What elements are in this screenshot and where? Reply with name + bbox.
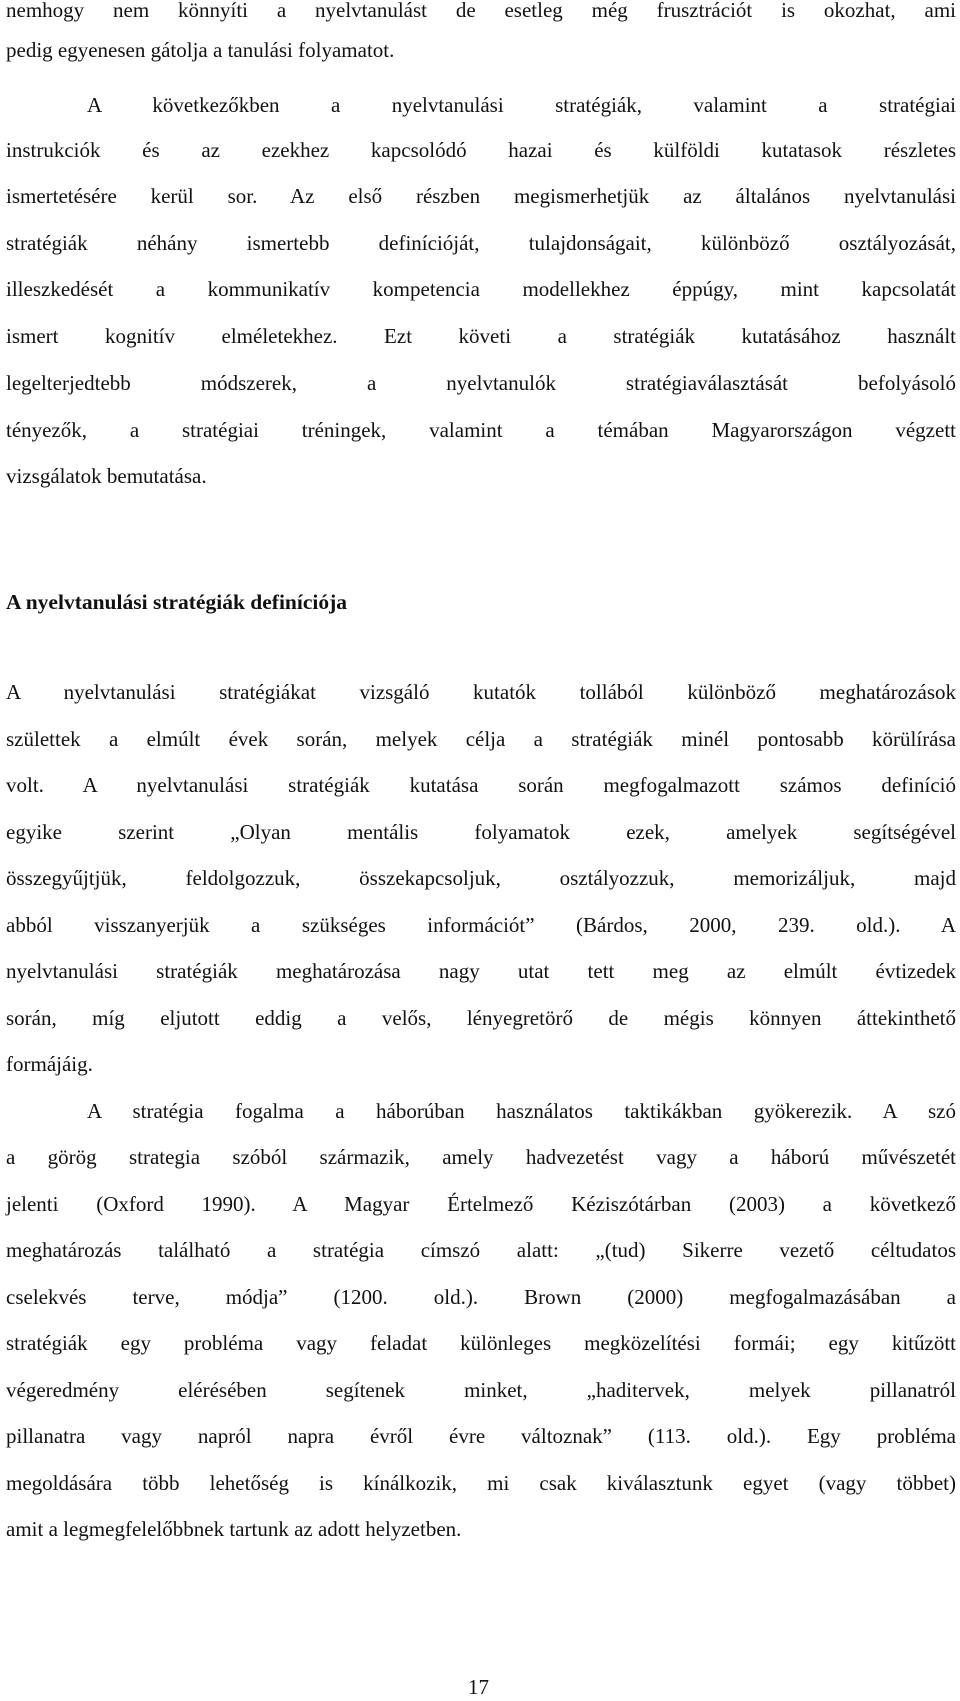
text-line: megoldására több lehetőség is kínálkozik, mi csak kiválasztunk egyet (vagy többet): [6, 1471, 956, 1495]
text-line: A stratégia fogalma a háborúban használatos taktikákban gyökerezik. A szó: [87, 1099, 956, 1123]
text-line: végeredmény elérésében segítenek minket, „haditervek, melyek pillanatról: [6, 1378, 956, 1402]
text-line: amit a legmegfelelőbbnek tartunk az adott helyzetben.: [6, 1517, 462, 1541]
text-line: formájáig.: [6, 1052, 93, 1076]
text-line: legelterjedtebb módszerek, a nyelvtanulók stratégiaválasztását befolyásoló: [6, 371, 956, 395]
text-line: születtek a elmúlt évek során, melyek célja a stratégiák minél pontosabb körülírása: [6, 727, 956, 751]
text-line: cselekvés terve, módja” (1200. old.). Brown (2000) megfogalmazásában a: [6, 1285, 956, 1309]
text-line: nyelvtanulási stratégiák meghatározása nagy utat tett meg az elmúlt évtizedek: [6, 959, 956, 983]
text-line: stratégiák egy probléma vagy feladat különleges megközelítési formái; egy kitűzött: [6, 1331, 956, 1355]
text-line: pillanatra vagy napról napra évről évre változnak” (113. old.). Egy probléma: [6, 1424, 956, 1448]
text-line: ismertetésére kerül sor. Az első részben megismerhetjük az általános nyelvtanulási: [6, 184, 956, 208]
text-line: összegyűjtjük, feldolgozzuk, összekapcsoljuk, osztályozzuk, memorizáljuk, majd: [6, 866, 956, 890]
text-line: stratégiák néhány ismertebb definícióját, tulajdonságait, különböző osztályozását,: [6, 231, 956, 255]
text-line: instrukciók és az ezekhez kapcsolódó hazai és külföldi kutatasok részletes: [6, 138, 956, 162]
text-line: során, míg eljutott eddig a velős, lényegretörő de mégis könnyen áttekinthető: [6, 1006, 956, 1030]
text-line: A nyelvtanulási stratégiákat vizsgáló kutatók tollából különböző meghatározások: [6, 680, 956, 704]
text-line: vizsgálatok bemutatása.: [6, 464, 207, 488]
text-line: jelenti (Oxford 1990). A Magyar Értelmező Kéziszótárban (2003) a következő: [6, 1192, 956, 1216]
text-line: tényezők, a stratégiai tréningek, valamint a témában Magyarországon végzett: [6, 418, 956, 442]
text-line: pedig egyenesen gátolja a tanulási folyamatot.: [6, 38, 395, 62]
text-line: A következőkben a nyelvtanulási stratégiák, valamint a stratégiai: [87, 93, 956, 117]
text-line: egyike szerint „Olyan mentális folyamatok ezek, amelyek segítségével: [6, 820, 956, 844]
text-line: volt. A nyelvtanulási stratégiák kutatása során megfogalmazott számos definíció: [6, 773, 956, 797]
section-heading: A nyelvtanulási stratégiák definíciója: [6, 590, 348, 614]
page-number: 17: [468, 1675, 489, 1699]
text-line: ismert kognitív elméletekhez. Ezt követi a stratégiák kutatásához használt: [6, 324, 956, 348]
text-line: nemhogy nem könnyíti a nyelvtanulást de esetleg még frusztrációt is okozhat, ami: [6, 0, 956, 22]
text-line: abból visszanyerjük a szükséges információt” (Bárdos, 2000, 239. old.). A: [6, 913, 956, 937]
text-line: illeszkedését a kommunikatív kompetencia modellekhez éppúgy, mint kapcsolatát: [6, 277, 956, 301]
text-line: a görög strategia szóból származik, amely hadvezetést vagy a háború művészetét: [6, 1145, 956, 1169]
text-line: meghatározás található a stratégia címszó alatt: „(tud) Sikerre vezető céltudatos: [6, 1238, 956, 1262]
